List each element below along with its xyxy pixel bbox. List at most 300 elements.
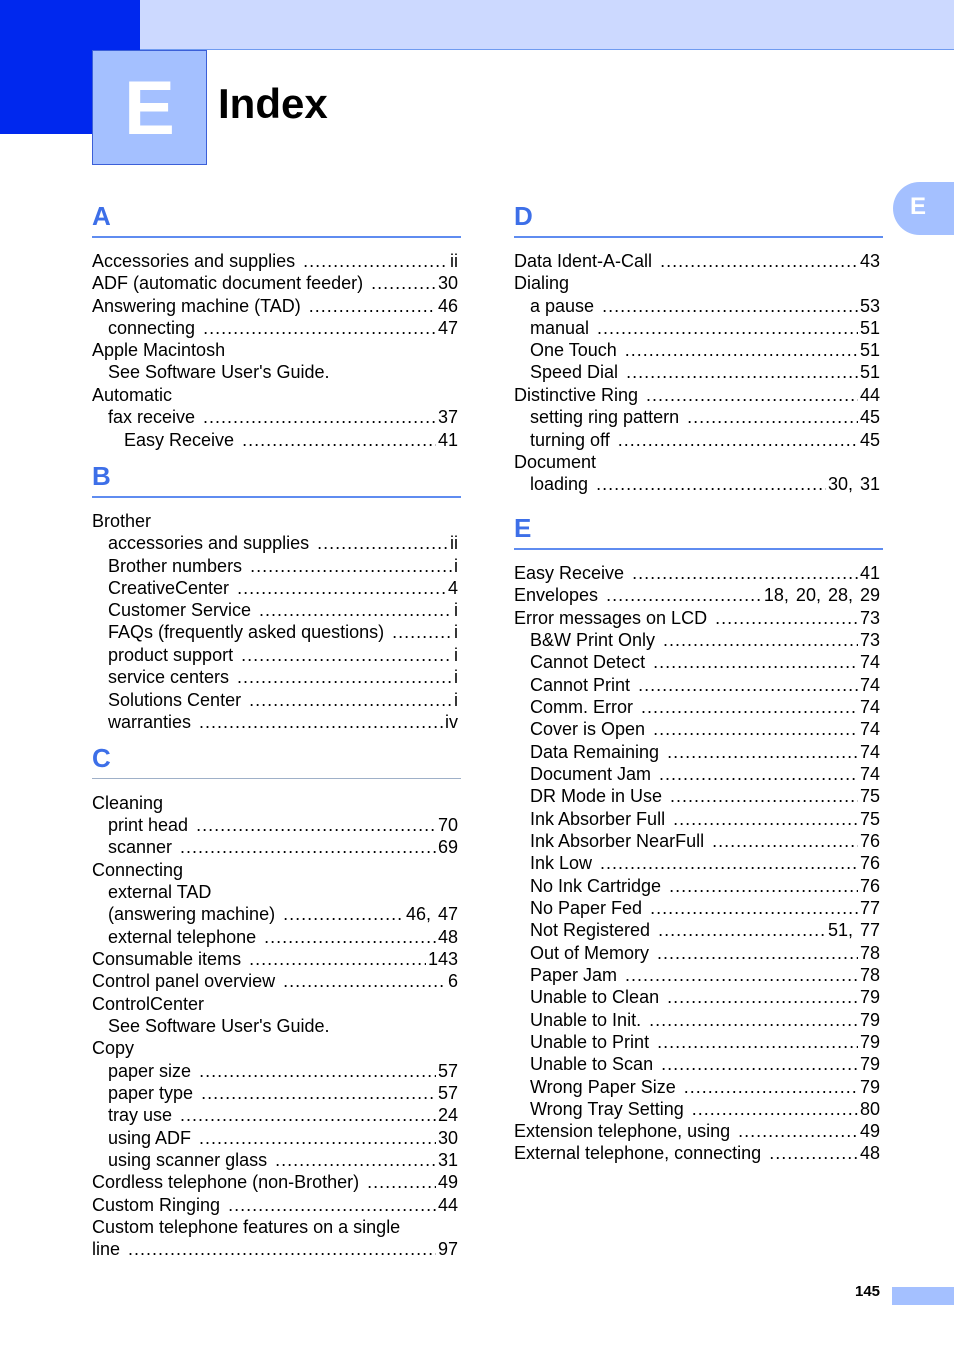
index-page-ref: 76 — [859, 831, 880, 851]
index-term: Answering machine (TAD) — [92, 296, 301, 316]
dot-leader — [196, 814, 436, 836]
index-term: Dialing — [514, 273, 570, 293]
index-entry — [530, 674, 880, 696]
index-entry — [530, 1076, 880, 1098]
index-page-ref: 4 — [447, 578, 458, 598]
dot-leader — [392, 621, 452, 643]
index-term: scanner — [108, 837, 173, 857]
index-entry — [92, 792, 458, 814]
dot-leader — [259, 599, 452, 621]
index-entry — [92, 1216, 458, 1238]
index-term: No Ink Cartridge — [530, 876, 662, 896]
index-entry — [92, 1171, 458, 1193]
index-page-ref: 18, 20, 28, 29 — [763, 585, 880, 605]
index-entry — [530, 629, 880, 651]
dot-leader — [715, 607, 858, 629]
dot-leader — [769, 1142, 858, 1164]
index-entry — [530, 696, 880, 718]
index-term: external TAD — [108, 882, 212, 902]
index-entry — [530, 295, 880, 317]
index-page-ref: 24 — [437, 1105, 458, 1125]
index-page-ref: i — [454, 622, 458, 642]
index-entry — [530, 919, 880, 941]
index-entry — [514, 384, 880, 406]
index-entry — [530, 808, 880, 830]
page-number: 145 — [855, 1283, 881, 1300]
index-term: Error messages on LCD — [514, 608, 708, 628]
dot-leader — [625, 964, 858, 986]
index-term: Speed Dial — [530, 362, 619, 382]
index-entry — [514, 250, 880, 272]
dot-leader — [597, 317, 858, 339]
dot-leader — [712, 830, 858, 852]
index-term: See Software User's Guide. — [108, 1016, 330, 1036]
index-entry — [108, 1082, 458, 1104]
index-term: ADF (automatic document feeder) — [92, 273, 364, 293]
dot-leader — [203, 406, 436, 428]
dot-leader — [242, 429, 436, 451]
index-entry — [530, 741, 880, 763]
dot-leader — [128, 1238, 436, 1260]
index-entry — [530, 651, 880, 673]
index-term: paper type — [108, 1083, 194, 1103]
index-term: product support — [108, 645, 234, 665]
index-page-ref: 97 — [437, 1239, 458, 1259]
index-page-ref: 74 — [859, 675, 880, 695]
index-entry — [108, 599, 458, 621]
index-term: CreativeCenter — [108, 578, 230, 598]
section-letter-d: D — [514, 201, 533, 231]
dot-leader — [228, 1194, 436, 1216]
index-term: service centers — [108, 667, 230, 687]
index-page-ref: 74 — [859, 697, 880, 717]
index-term: Connecting — [92, 860, 184, 880]
index-entry — [92, 859, 458, 881]
index-page-ref: 74 — [859, 764, 880, 784]
index-entry — [108, 689, 458, 711]
dot-leader — [684, 1076, 858, 1098]
index-page-ref: 143 — [427, 949, 458, 969]
index-entry — [108, 1149, 458, 1171]
index-page-ref: 79 — [859, 1032, 880, 1052]
index-term: One Touch — [530, 340, 617, 360]
index-page-ref: 49 — [859, 1121, 880, 1141]
index-page-ref: 51, 77 — [827, 920, 880, 940]
index-page-ref: 73 — [859, 630, 880, 650]
index-page-ref: 73 — [859, 608, 880, 628]
index-term: DR Mode in Use — [530, 786, 663, 806]
dot-leader — [241, 644, 452, 666]
section-rule — [92, 778, 461, 779]
index-entry — [530, 1031, 880, 1053]
index-page-ref: 30 — [437, 273, 458, 293]
dot-leader — [602, 295, 858, 317]
index-term: Paper Jam — [530, 965, 618, 985]
dot-leader — [203, 317, 436, 339]
index-entry — [530, 473, 880, 495]
dot-leader — [618, 429, 858, 451]
index-entry — [92, 250, 458, 272]
index-term: Accessories and supplies — [92, 251, 296, 271]
index-term: Not Registered — [530, 920, 651, 940]
section-rule — [92, 236, 461, 238]
index-page-ref: ii — [450, 251, 458, 271]
index-page-ref: 74 — [859, 652, 880, 672]
dot-leader — [650, 897, 858, 919]
section-letter-a: A — [92, 201, 111, 231]
index-term: B&W Print Only — [530, 630, 656, 650]
index-term: Control panel overview — [92, 971, 276, 991]
index-page-ref: 43 — [859, 251, 880, 271]
index-page-ref: i — [454, 667, 458, 687]
index-page-ref: 75 — [859, 786, 880, 806]
dot-leader — [653, 718, 858, 740]
index-term: using scanner glass — [108, 1150, 268, 1170]
index-entry — [530, 1098, 880, 1120]
index-entry — [92, 993, 458, 1015]
index-entry — [92, 948, 458, 970]
dot-leader — [663, 629, 858, 651]
dot-leader — [199, 1060, 436, 1082]
index-entry — [108, 881, 458, 903]
dot-leader — [596, 473, 826, 495]
index-entry — [514, 562, 880, 584]
index-page-ref: iv — [445, 712, 458, 732]
dot-leader — [303, 250, 448, 272]
index-term: No Paper Fed — [530, 898, 643, 918]
index-term: Ink Low — [530, 853, 593, 873]
index-page-ref: 30 — [437, 1128, 458, 1148]
index-page-ref: 78 — [859, 943, 880, 963]
dot-leader — [180, 1104, 436, 1126]
dot-leader — [738, 1120, 858, 1142]
index-entry — [108, 1015, 458, 1037]
index-term: Apple Macintosh — [92, 340, 226, 360]
index-page-ref: 45 — [859, 407, 880, 427]
index-entry — [514, 1120, 880, 1142]
section-rule — [514, 236, 883, 238]
dot-leader — [687, 406, 858, 428]
index-entry — [108, 711, 458, 733]
index-entry — [108, 666, 458, 688]
index-entry — [530, 1053, 880, 1075]
index-page-ref: 47 — [437, 318, 458, 338]
dot-leader — [673, 808, 858, 830]
index-term: loading — [530, 474, 589, 494]
dot-leader — [600, 852, 858, 874]
index-term: Cannot Detect — [530, 652, 646, 672]
index-page-ref: i — [454, 600, 458, 620]
index-term: Copy — [92, 1038, 135, 1058]
index-entry — [530, 361, 880, 383]
dot-leader — [625, 339, 858, 361]
dot-leader — [669, 875, 858, 897]
index-entry — [108, 532, 458, 554]
index-page-ref: 44 — [859, 385, 880, 405]
index-entry — [108, 926, 458, 948]
index-term: turning off — [530, 430, 610, 450]
index-term: paper size — [108, 1061, 192, 1081]
section-letter-e: E — [514, 513, 532, 543]
dot-leader — [626, 361, 858, 383]
chapter-letter: E — [92, 50, 207, 165]
index-term: See Software User's Guide. — [108, 362, 330, 382]
index-term: Solutions Center — [108, 690, 242, 710]
index-page-ref: 51 — [859, 318, 880, 338]
dot-leader — [371, 272, 436, 294]
dot-leader — [638, 674, 858, 696]
dot-leader — [283, 970, 446, 992]
index-page-ref: 48 — [437, 927, 458, 947]
index-page-ref: 51 — [859, 362, 880, 382]
dot-leader — [692, 1098, 858, 1120]
index-term: Comm. Error — [530, 697, 633, 717]
index-entry — [92, 1194, 458, 1216]
index-page-ref: ii — [450, 533, 458, 553]
index-entry — [108, 577, 458, 599]
index-term: manual — [530, 318, 590, 338]
dot-leader — [670, 785, 858, 807]
index-term: a pause — [530, 296, 595, 316]
index-term: External telephone, connecting — [514, 1143, 762, 1163]
index-term: Document Jam — [530, 764, 652, 784]
index-page-ref: 75 — [859, 809, 880, 829]
dot-leader — [641, 696, 858, 718]
page-number-bar — [892, 1287, 954, 1305]
index-entry — [92, 384, 458, 406]
index-entry — [108, 644, 458, 666]
index-entry — [92, 339, 458, 361]
index-term: using ADF — [108, 1128, 192, 1148]
dot-leader — [659, 763, 858, 785]
index-page-ref: i — [454, 556, 458, 576]
index-page-ref: 46, 47 — [405, 904, 458, 924]
index-page-ref: i — [454, 645, 458, 665]
index-term: Ink Absorber NearFull — [530, 831, 705, 851]
index-entry — [108, 555, 458, 577]
index-term: accessories and supplies — [108, 533, 310, 553]
index-entry — [108, 1104, 458, 1126]
index-entry — [530, 986, 880, 1008]
index-term: print head — [108, 815, 189, 835]
index-term: Cleaning — [92, 793, 164, 813]
index-page-ref: 80 — [859, 1099, 880, 1119]
index-page-ref: 30, 31 — [827, 474, 880, 494]
dot-leader — [249, 689, 452, 711]
index-entry — [124, 429, 458, 451]
index-page-ref: i — [454, 690, 458, 710]
chapter-tab: E — [893, 182, 954, 235]
index-entry — [530, 942, 880, 964]
section-letter-c: C — [92, 743, 111, 773]
dot-leader — [199, 1127, 436, 1149]
index-term: Custom Ringing — [92, 1195, 221, 1215]
index-entry — [108, 406, 458, 428]
dot-leader — [661, 1053, 858, 1075]
index-entry — [108, 621, 458, 643]
index-page-ref: 57 — [437, 1083, 458, 1103]
index-term: FAQs (frequently asked questions) — [108, 622, 385, 642]
index-term: Easy Receive — [514, 563, 625, 583]
index-entry — [530, 964, 880, 986]
index-term: Ink Absorber Full — [530, 809, 666, 829]
dot-leader — [283, 903, 404, 925]
dot-leader — [237, 577, 446, 599]
index-entry — [530, 897, 880, 919]
dot-leader — [309, 295, 436, 317]
index-page-ref: 74 — [859, 742, 880, 762]
index-page-ref: 79 — [859, 1077, 880, 1097]
dot-leader — [264, 926, 436, 948]
index-page-ref: 41 — [859, 563, 880, 583]
section-rule — [514, 548, 883, 550]
index-term: connecting — [108, 318, 196, 338]
index-page-ref: 79 — [859, 987, 880, 1007]
index-term: Customer Service — [108, 600, 252, 620]
index-term: external telephone — [108, 927, 257, 947]
section-letter-b: B — [92, 461, 111, 491]
index-page-ref: 6 — [447, 971, 458, 991]
dot-leader — [657, 1031, 858, 1053]
dot-leader — [653, 651, 858, 673]
index-page-ref: 49 — [437, 1172, 458, 1192]
index-entry — [514, 1142, 880, 1164]
index-entry — [108, 317, 458, 339]
dot-leader — [250, 555, 452, 577]
index-entry — [514, 607, 880, 629]
index-term: line — [92, 1239, 121, 1259]
index-page-ref: 51 — [859, 340, 880, 360]
index-term: Unable to Clean — [530, 987, 660, 1007]
index-page-ref: 31 — [437, 1150, 458, 1170]
index-entry — [108, 814, 458, 836]
index-term: Brother numbers — [108, 556, 243, 576]
index-entry — [108, 836, 458, 858]
index-page-ref: 53 — [859, 296, 880, 316]
index-term: Unable to Print — [530, 1032, 650, 1052]
index-entry — [108, 361, 458, 383]
index-term: Brother — [92, 511, 152, 531]
index-entry — [108, 903, 458, 925]
index-term: Out of Memory — [530, 943, 650, 963]
dot-leader — [201, 1082, 436, 1104]
dot-leader — [180, 836, 436, 858]
index-term: ControlCenter — [92, 994, 205, 1014]
index-term: Wrong Tray Setting — [530, 1099, 684, 1119]
index-term: Extension telephone, using — [514, 1121, 731, 1141]
index-page-ref: 69 — [437, 837, 458, 857]
section-rule — [92, 496, 461, 498]
index-entry — [92, 272, 458, 294]
index-entry — [530, 339, 880, 361]
index-page-ref: 45 — [859, 430, 880, 450]
index-entry — [92, 510, 458, 532]
dot-leader — [649, 1009, 858, 1031]
index-page-ref: 78 — [859, 965, 880, 985]
index-page-ref: 46 — [437, 296, 458, 316]
index-page-ref: 74 — [859, 719, 880, 739]
index-page-ref: 37 — [437, 407, 458, 427]
index-entry — [530, 852, 880, 874]
index-entry — [514, 272, 880, 294]
index-term: Data Ident-A-Call — [514, 251, 653, 271]
index-entry — [92, 1238, 458, 1260]
index-term: tray use — [108, 1105, 173, 1125]
dot-leader — [667, 741, 858, 763]
index-term: Envelopes — [514, 585, 599, 605]
index-term: Document — [514, 452, 597, 472]
dot-leader — [667, 986, 858, 1008]
index-page-ref: 76 — [859, 853, 880, 873]
index-page-ref: 57 — [437, 1061, 458, 1081]
index-entry — [530, 875, 880, 897]
index-term: Cover is Open — [530, 719, 646, 739]
dot-leader — [658, 919, 826, 941]
index-entry — [92, 970, 458, 992]
index-term: Wrong Paper Size — [530, 1077, 676, 1097]
index-entry — [530, 1009, 880, 1031]
index-entry — [92, 1037, 458, 1059]
page-title: Index — [218, 80, 328, 127]
dot-leader — [646, 384, 858, 406]
index-term: Cordless telephone (non-Brother) — [92, 1172, 360, 1192]
index-term: Automatic — [92, 385, 173, 405]
index-page-ref: 79 — [859, 1054, 880, 1074]
dot-leader — [606, 584, 762, 606]
index-entry — [530, 429, 880, 451]
dot-leader — [317, 532, 448, 554]
index-term: Distinctive Ring — [514, 385, 639, 405]
index-entry — [530, 785, 880, 807]
index-entry — [530, 317, 880, 339]
index-term: fax receive — [108, 407, 196, 427]
index-page-ref: 76 — [859, 876, 880, 896]
index-entry — [108, 1127, 458, 1149]
index-term: Unable to Scan — [530, 1054, 654, 1074]
dot-leader — [275, 1149, 436, 1171]
dot-leader — [237, 666, 452, 688]
index-term: Custom telephone features on a single — [92, 1217, 401, 1237]
dot-leader — [199, 711, 443, 733]
index-page-ref: 77 — [859, 898, 880, 918]
index-term: (answering machine) — [108, 904, 276, 924]
index-entry — [514, 451, 880, 473]
header-band — [140, 0, 954, 50]
index-term: warranties — [108, 712, 192, 732]
dot-leader — [660, 250, 858, 272]
dot-leader — [632, 562, 858, 584]
index-page-ref: 44 — [437, 1195, 458, 1215]
index-entry — [530, 718, 880, 740]
index-entry — [530, 763, 880, 785]
dot-leader — [249, 948, 426, 970]
index-entry — [530, 406, 880, 428]
index-entry — [514, 584, 880, 606]
index-term: Unable to Init. — [530, 1010, 642, 1030]
index-term: Cannot Print — [530, 675, 631, 695]
index-term: Consumable items — [92, 949, 242, 969]
dot-leader — [657, 942, 858, 964]
dot-leader — [367, 1171, 436, 1193]
index-page-ref: 48 — [859, 1143, 880, 1163]
index-page-ref: 79 — [859, 1010, 880, 1030]
index-term: setting ring pattern — [530, 407, 680, 427]
index-term: Data Remaining — [530, 742, 660, 762]
index-term: Easy Receive — [124, 430, 235, 450]
index-entry — [92, 295, 458, 317]
index-page-ref: 41 — [437, 430, 458, 450]
index-page-ref: 70 — [437, 815, 458, 835]
